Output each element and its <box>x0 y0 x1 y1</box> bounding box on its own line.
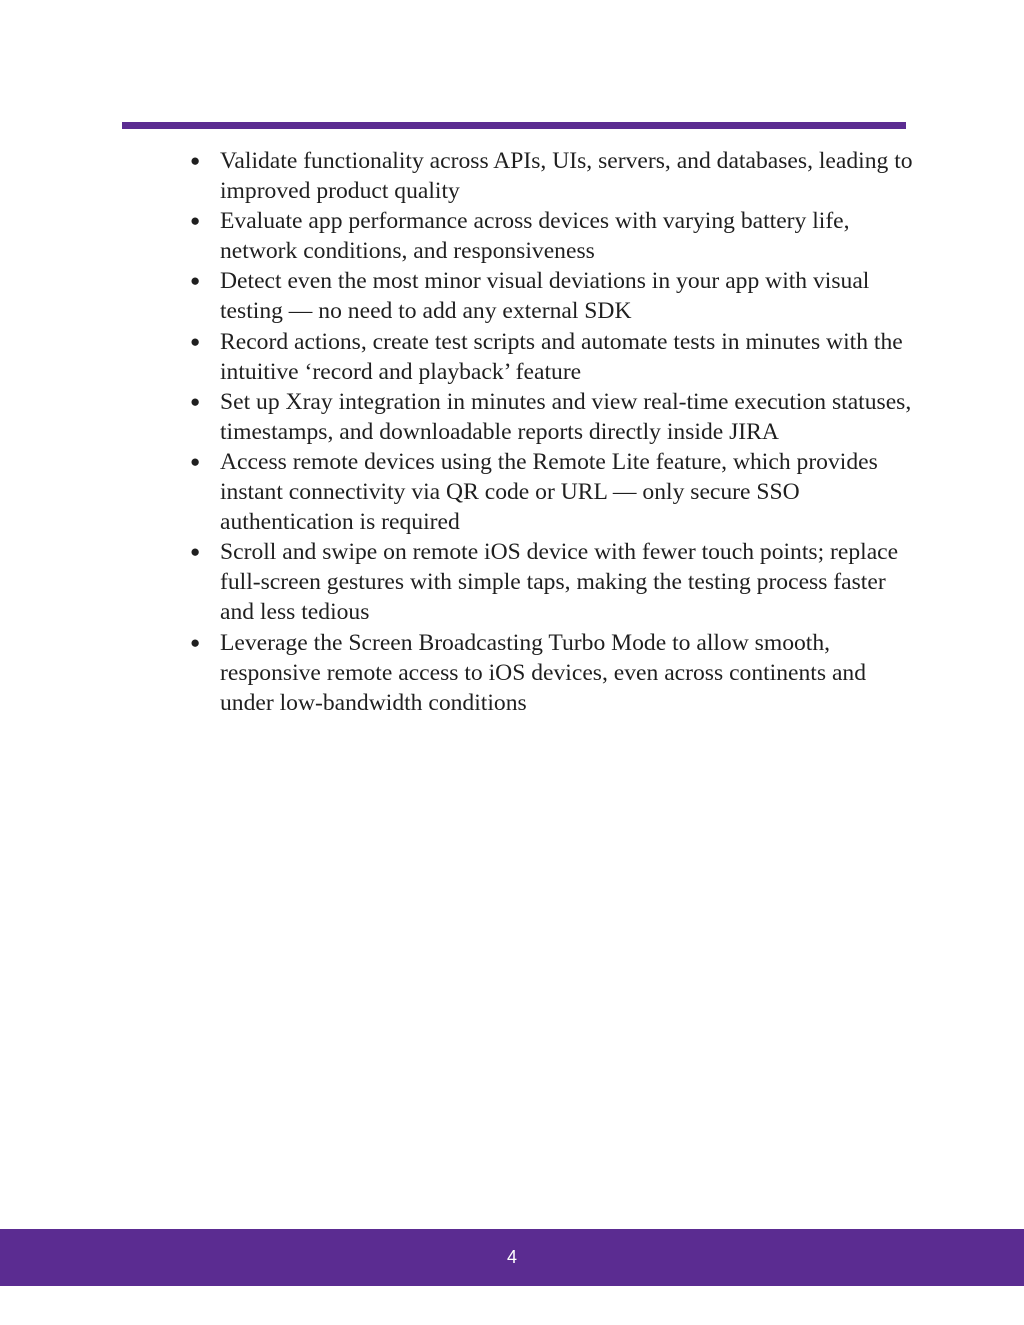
list-item-text: Scroll and swipe on remote iOS device with fewer touch points; replace full-screen gestures with simple taps, making the testing process faster and less tedious <box>220 539 899 626</box>
list-item <box>188 327 918 387</box>
list-item-text: Validate functionality across APIs, UIs, servers, and databases, leading to improved product quality <box>220 148 913 205</box>
list-item-text: Detect even the most minor visual deviations in your app with visual testing — no need to add any external SDK <box>220 268 870 325</box>
list-item <box>188 387 918 447</box>
list-item <box>188 447 918 537</box>
list-item <box>188 628 918 718</box>
header-divider <box>122 122 906 129</box>
list-item <box>188 206 918 266</box>
list-item-text: Set up Xray integration in minutes and view real-time execution statuses, timestamps, and downloadable reports directly inside JIRA <box>220 388 912 445</box>
bullet-icon: ● <box>190 391 201 411</box>
bullet-icon: ● <box>190 632 201 652</box>
list-item <box>188 146 918 206</box>
bullet-icon: ● <box>190 331 201 351</box>
page-footer <box>0 1229 1024 1286</box>
list-item-text: Record actions, create test scripts and automate tests in minutes with the intuitive ‘record and playback’ feature <box>220 328 903 385</box>
list-item-text: Evaluate app performance across devices with varying battery life, network conditions, and responsiveness <box>220 208 850 265</box>
bullet-icon: ● <box>190 151 201 170</box>
list-item <box>188 266 918 326</box>
feature-list <box>188 146 918 718</box>
list-item <box>188 537 918 627</box>
page-number: 4 <box>506 1247 517 1267</box>
list-item-text: Access remote devices using the Remote Lite feature, which provides instant connectivity via QR code or URL — only secure SSO authentication is required <box>220 448 878 536</box>
list-item-text: Leverage the Screen Broadcasting Turbo Mode to allow smooth, responsive remote access to iOS devices, even across continents and under low-bandwidth conditions <box>220 629 867 716</box>
bullet-icon: ● <box>190 542 201 562</box>
bullet-icon: ● <box>190 451 201 471</box>
bullet-icon: ● <box>190 211 201 231</box>
bullet-icon: ● <box>190 271 201 291</box>
